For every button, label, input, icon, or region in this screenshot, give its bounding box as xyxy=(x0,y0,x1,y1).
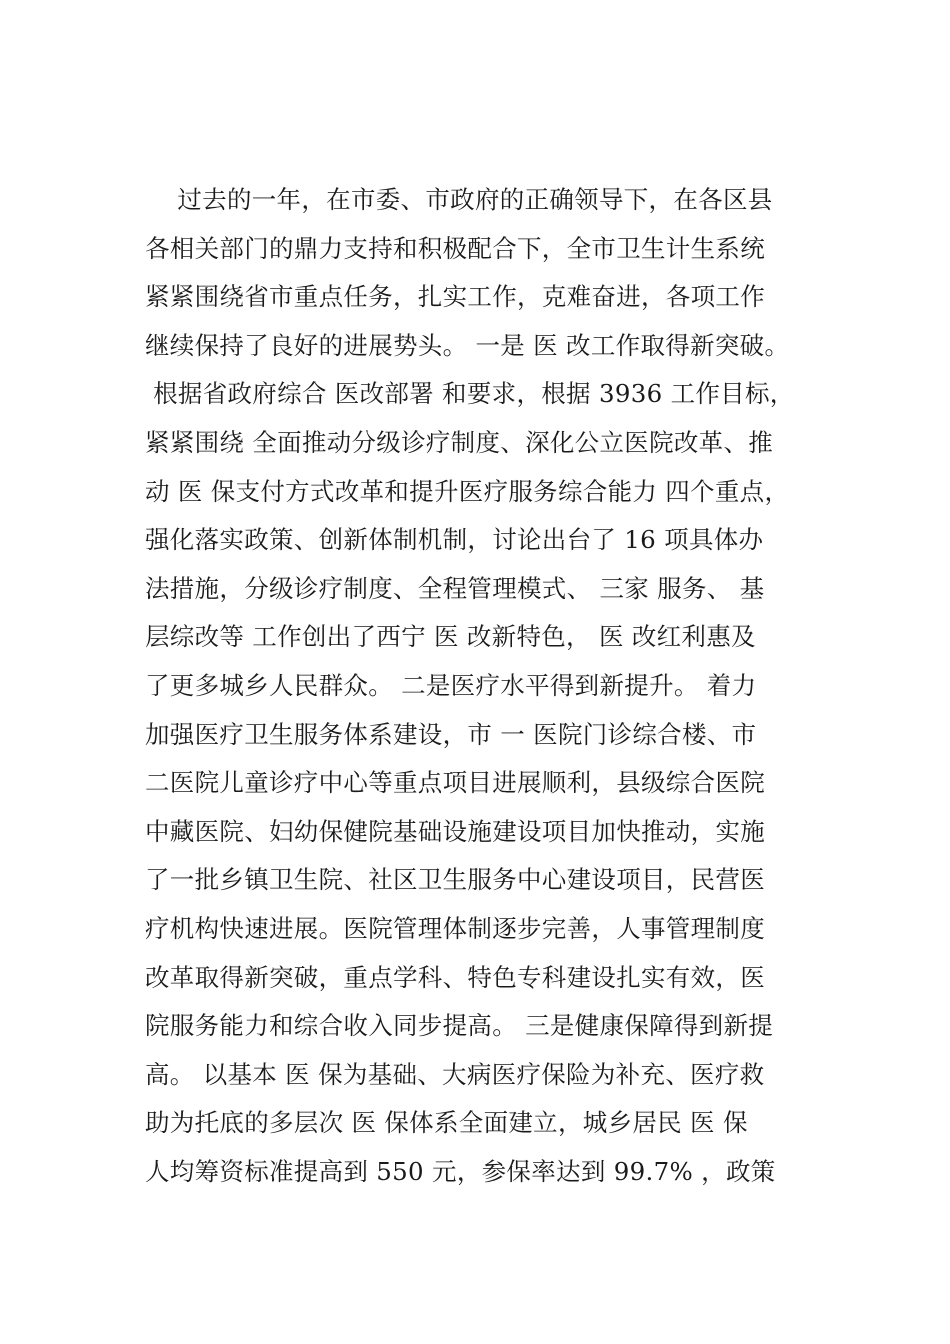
text-line: 改革取得新突破，重点学科、特色专科建设扎实有效，医 xyxy=(145,962,765,992)
text-line: 继续保持了良好的进展势头。 一是 医 改工作取得新突破。 xyxy=(145,330,790,360)
text-line: 疗机构快速进展。医院管理体制逐步完善，人事管理制度 xyxy=(145,913,765,943)
text-line: 强化落实政策、创新体制机制，讨论出台了 16 项具体办 xyxy=(145,525,764,555)
text-line: 各相关部门的鼎力支持和积极配合下，全市卫生计生系统 xyxy=(145,233,765,263)
text-line: 加强医疗卫生服务体系建设，市 一 医院门诊综合楼、市 xyxy=(145,719,757,749)
text-line: 动 医 保支付方式改革和提升医疗服务综合能力 四个重点， xyxy=(145,476,790,506)
text-line: 层综改等 工作创出了西宁 医 改新特色， 医 改红利惠及 xyxy=(145,622,756,652)
text-line: 法措施，分级诊疗制度、全程管理模式、 三家 服务、 基 xyxy=(145,573,765,603)
text-line: 院服务能力和综合收入同步提高。 三是健康保障得到新提 xyxy=(145,1011,774,1041)
text-line: 紧紧围绕省市重点任务，扎实工作，克难奋进，各项工作 xyxy=(145,282,765,312)
text-line: 了一批乡镇卫生院、社区卫生服务中心建设项目，民营医 xyxy=(145,865,765,895)
text-line: 了更多城乡人民群众。 二是医疗水平得到新提升。 着力 xyxy=(145,670,757,700)
text-line: 二医院儿童诊疗中心等重点项目进展顺利，县级综合医院 xyxy=(145,768,765,798)
text-line: 中藏医院、妇幼保健院基础设施建设项目加快推动，实施 xyxy=(145,816,765,846)
body-paragraph xyxy=(145,176,835,1196)
text-line: 紧紧围绕 全面推动分级诊疗制度、深化公立医院改革、推 xyxy=(145,427,774,457)
text-line: 人均筹资标准提高到 550 元，参保率达到 99.7% ，政策 xyxy=(145,1156,776,1186)
text-line: 助为托底的多层次 医 保体系全面建立，城乡居民 医 保 xyxy=(145,1108,748,1138)
text-line: 高。 以基本 医 保为基础、大病医疗保险为补充、医疗救 xyxy=(145,1059,765,1089)
text-line: 过去的一年，在市委、市政府的正确领导下，在各区县 xyxy=(145,185,773,214)
text-line: 根据省政府综合 医改部署 和要求，根据 3936 工作目标， xyxy=(145,379,795,409)
